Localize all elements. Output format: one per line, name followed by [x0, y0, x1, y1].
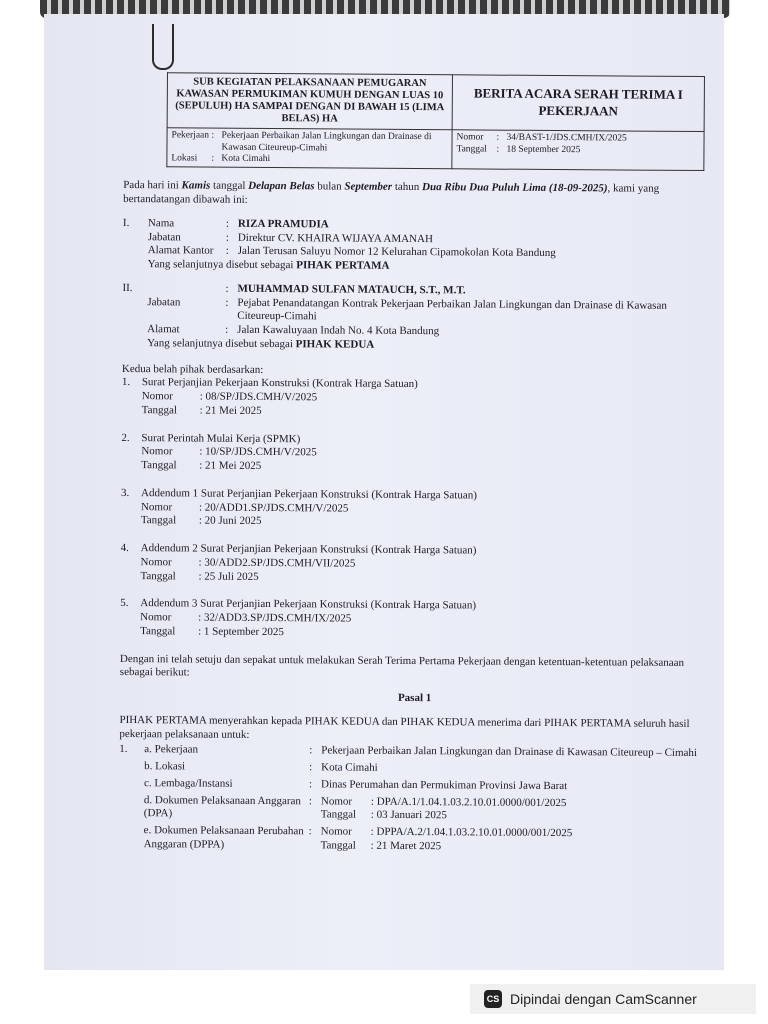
camscanner-logo-icon: CS: [484, 990, 502, 1008]
dasar-tanggal: : 25 Juli 2025: [198, 570, 259, 583]
dasar-title: Addendum 3 Surat Perjanjian Pekerjaan Konstruksi (Kontrak Harga Satuan): [140, 597, 477, 612]
pihak1-roman: I.: [122, 216, 130, 229]
pihak1-role: PIHAK PERTAMA: [296, 259, 390, 273]
pihak-pertama: I. Nama : RIZA PRAMUDIA Jabatan : Direktur CV. KHAIRA WIJAYA AMANAH Alamat Kantor : Jalan Terusan Saluyu Nomor 12 Kelurahan Cipamokolan Kota Bandung Yang selanjutnya disebut sebagai PIHAK PERTAMA: [123, 217, 713, 276]
dasar-tanggal: : 1 September 2025: [198, 625, 284, 639]
berdasarkan-text: Kedua belah pihak berdasarkan:: [121, 362, 264, 376]
paper-clip: [152, 24, 174, 70]
dasar-item: 4. Addendum 2 Surat Perjanjian Pekerjaan Konstruksi (Kontrak Harga Satuan) Nomor : 30/ADD2.SP/JDS.CMH/VII/2025 Tanggal : 25 Juli 2025: [120, 542, 477, 583]
pihak1-jabatan: Direktur CV. KHAIRA WIJAYA AMANAH: [237, 231, 433, 245]
dasar-nomor: : 08/SP/JDS.CMH/V/2025: [199, 390, 318, 404]
detail-e-label: e. Dokumen Pelaksanaan Perubahan Anggaran (DPPA): [143, 824, 304, 851]
sepakat-paragraph: Dengan ini telah setuju dan sepakat untuk melakukan Serah Terima Pertama Pekerjaan dengan ketentuan-ketentuan pelaksanaan sebagai berikut:: [119, 652, 685, 679]
dasar-item: 1. Surat Perjanjian Pekerjaan Konstruksi (Kontrak Harga Satuan) Nomor : 08/SP/JDS.CMH/V/2025 Tanggal : 21 Mei 2025: [121, 376, 418, 417]
tanggal-label: Tanggal: [456, 143, 487, 155]
dasar-title: Surat Perjanjian Pekerjaan Konstruksi (Kontrak Harga Satuan): [141, 376, 418, 391]
pihak2-nama: MUHAMMAD SULFAN MATAUCH, S.T., M.T.: [237, 282, 466, 297]
pasal-text: PIHAK PERTAMA menyerahkan kepada PIHAK KEDUA dan PIHAK KEDUA menerima dari PIHAK PERTAMA seluruh hasil pekerjaan pelaksanaan untuk:: [119, 713, 690, 741]
intro-day: Kamis: [181, 179, 211, 193]
detail-e-nomor: : DPPA/A.2/1.04.1.03.2.10.01.0000/001/2025: [370, 825, 573, 840]
pekerjaan-label: Pekerjaan: [171, 130, 210, 141]
detail-table: 1. a. Pekerjaan : Pekerjaan Perbaikan Jalan Lingkungan dan Drainase di Kawasan Citeureup – Cimahi b. Lokasi : Kota Cimahi c. Lembaga/Instansi : Dinas Perumahan dan Permukiman Provinsi Jawa Barat d. Dokumen Pelaksanaan Anggaran (DPA) : Nomor : DPA/A.1/1.04.1.03.2.10.01.0000/001/2025 Tanggal : 03 Januari 2025 e. Dokumen Pelaksanaan Perubahan Anggaran (DPPA) : Nomor : DPPA/A.2/1.04.1.03.2.10.01.0000/001/2025 Tanggal : 21 Maret 2025: [119, 743, 710, 855]
document-page: [44, 14, 724, 970]
nomor-label: Nomor: [456, 132, 484, 143]
pihak2-role: PIHAK KEDUA: [295, 338, 375, 351]
pihak1-jabatan-label: Jabatan: [147, 230, 181, 244]
detail-num: 1.: [119, 743, 128, 756]
pasal-heading: Pasal 1: [397, 692, 432, 705]
dasar-title: Addendum 1 Surat Perjanjian Pekerjaan Konstruksi (Kontrak Harga Satuan): [141, 487, 477, 502]
detail-a-value: Pekerjaan Perbaikan Jalan Lingkungan dan Drainase di Kawasan Citeureup – Cimahi: [321, 744, 698, 760]
pihak2-jabatan: Pejabat Penandatangan Kontrak Pekerjaan Perbaikan Jalan Lingkungan dan Drainase di Kawasan Citeureup-Cimahi: [237, 296, 667, 323]
header-subkegiatan: SUB KEGIATAN PELAKSANAAN PEMUGARAN KAWASAN PERMUKIMAN KUMUH DENGAN LUAS 10 (SEPULUH) HA SAMPAI DENGAN DI BAWAH 15 (LIMA BELAS) HA: [167, 73, 452, 130]
dasar-tanggal: : 21 Mei 2025: [199, 404, 262, 417]
detail-d-label: d. Dokumen Pelaksanaan Anggaran (DPA): [143, 793, 301, 820]
tanggal-value: 18 September 2025: [506, 144, 581, 155]
dasar-item: 2. Surat Perintah Mulai Kerja (SPMK) Nomor : 10/SP/JDS.CMH/V/2025 Tanggal : 21 Mei 2025: [121, 431, 317, 473]
dasar-tanggal: : 21 Mei 2025: [199, 459, 262, 473]
detail-b-value: Kota Cimahi: [321, 761, 378, 774]
intro-month: September: [344, 180, 393, 194]
detail-b-label: b. Lokasi: [144, 760, 186, 773]
detail-c-label: c. Lembaga/Instansi: [143, 777, 233, 790]
dasar-title: Surat Perintah Mulai Kerja (SPMK): [141, 431, 301, 445]
intro-year: Dua Ribu Dua Puluh Lima (18-09-2025): [422, 181, 608, 195]
dasar-tanggal: : 20 Juni 2025: [198, 514, 262, 528]
camscanner-watermark: [470, 984, 756, 1014]
pihak2-alamat: Jalan Kawaluyaan Indah No. 4 Kota Bandung: [237, 323, 440, 338]
dasar-list: [120, 376, 712, 642]
header-table: [166, 72, 705, 171]
pihak2-alamat-label: Alamat: [147, 323, 180, 336]
detail-d-nomor: : DPA/A.1/1.04.1.03.2.10.01.0000/001/2025: [370, 795, 567, 809]
detail-a-label: a. Pekerjaan: [144, 743, 199, 756]
pihak1-nama: RIZA PRAMUDIA: [237, 217, 329, 231]
pihak2-roman: II.: [122, 281, 133, 294]
pihak1-alamat-label: Alamat Kantor: [147, 244, 214, 258]
pihak2-jabatan-label: Jabatan: [147, 295, 181, 309]
pekerjaan-value: Pekerjaan Perbaikan Jalan Lingkungan dan Drainase di Kawasan Citeureup-Cimahi: [221, 130, 432, 154]
dasar-nomor: : 32/ADD3.SP/JDS.CMH/IX/2025: [198, 611, 352, 625]
dasar-item: 5. Addendum 3 Surat Perjanjian Pekerjaan Konstruksi (Kontrak Harga Satuan) Nomor : 32/ADD3.SP/JDS.CMH/IX/2025 Tanggal : 1 September 2025: [120, 597, 477, 639]
dasar-item: 3. Addendum 1 Surat Perjanjian Pekerjaan Konstruksi (Kontrak Harga Satuan) Nomor : 20/ADD1.SP/JDS.CMH/V/2025 Tanggal : 20 Juni 2025: [121, 486, 477, 528]
detail-e-tanggal: : 21 Maret 2025: [370, 839, 442, 853]
dasar-nomor: : 20/ADD1.SP/JDS.CMH/V/2025: [198, 501, 349, 515]
header-doc-info: Nomor : 34/BAST-1/JDS.CMH/IX/2025 Tanggal : 18 September 2025: [452, 130, 704, 171]
lokasi-label: Lokasi: [171, 153, 198, 164]
pihak1-alamat: Jalan Terusan Saluyu Nomor 12 Kelurahan Cipamokolan Kota Bandung: [237, 245, 556, 260]
dasar-nomor: : 10/SP/JDS.CMH/V/2025: [199, 445, 317, 459]
pihak-kedua: II. : MUHAMMAD SULFAN MATAUCH, S.T., M.T. Jabatan : Pejabat Penandatangan Kontrak Pekerjaan Perbaikan Jalan Lingkungan dan Drainase di Kawasan Citeureup-Cimahi Alamat : Jalan Kawaluyaan Indah No. 4 Kota Bandung Yang selanjutnya disebut sebagai PIHAK KEDUA: [122, 282, 712, 355]
camscanner-text: Dipindai dengan CamScanner: [510, 991, 697, 1007]
dasar-title: Addendum 2 Surat Perjanjian Pekerjaan Konstruksi (Kontrak Harga Satuan): [140, 542, 477, 557]
detail-c-value: Dinas Perumahan dan Permukiman Provinsi Jawa Barat: [320, 778, 568, 793]
dasar-nomor: : 30/ADD2.SP/JDS.CMH/VII/2025: [198, 556, 356, 570]
lokasi-value: Kota Cimahi: [221, 153, 271, 165]
pihak1-nama-label: Nama: [147, 217, 175, 230]
intro-paragraph: Pada hari ini Kamis tanggal Delapan Belas bulan September tahun Dua Ribu Dua Puluh Lima (18-09-2025), kami yang bertandatangan dibawah ini:: [123, 179, 660, 207]
header-doc-title: BERITA ACARA SERAH TERIMA I PEKERJAAN: [452, 75, 704, 132]
document-content: [119, 72, 714, 856]
header-job-info: Pekerjaan : Pekerjaan Perbaikan Jalan Lingkungan dan Drainase di Kawasan Citeureup-Cimahi Lokasi : Kota Cimahi: [167, 128, 452, 169]
nomor-value: 34/BAST-1/JDS.CMH/IX/2025: [506, 132, 627, 144]
detail-d-tanggal: : 03 Januari 2025: [370, 809, 447, 822]
intro-date: Delapan Belas: [248, 180, 315, 193]
